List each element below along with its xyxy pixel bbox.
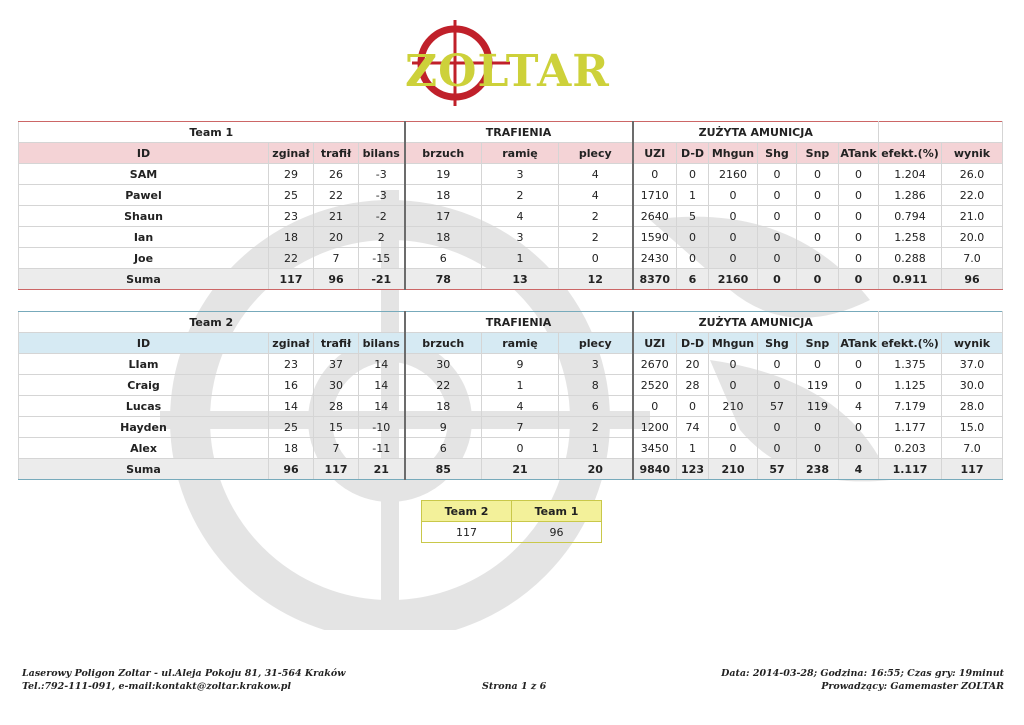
stat-cell: 18 [405, 185, 482, 206]
column-header-0: ID [19, 333, 269, 354]
column-header-6: plecy [559, 333, 633, 354]
column-header-2: trafił [314, 143, 359, 164]
stat-cell: 8 [559, 375, 633, 396]
stat-cell: 9 [482, 354, 559, 375]
sum-cell: 12 [559, 269, 633, 290]
sum-label: Suma [19, 269, 269, 290]
stat-cell: 0 [709, 185, 758, 206]
amunicja-header: ZUŻYTA AMUNICJA [633, 312, 879, 333]
stat-cell: 7.179 [879, 396, 942, 417]
trafienia-header: TRAFIENIA [405, 312, 633, 333]
stat-cell: 0 [482, 438, 559, 459]
stat-cell: -10 [359, 417, 405, 438]
stat-cell: 1 [559, 438, 633, 459]
stat-cell: 7.0 [942, 438, 1003, 459]
summary-table [421, 500, 602, 543]
stat-cell: 37 [314, 354, 359, 375]
player-row [19, 185, 1003, 206]
sum-cell: 1.117 [879, 459, 942, 480]
stat-cell: 0 [709, 438, 758, 459]
player-row [19, 354, 1003, 375]
stat-cell: 0 [633, 396, 677, 417]
player-id: Hayden [19, 417, 269, 438]
player-row [19, 417, 1003, 438]
sum-cell: 117 [314, 459, 359, 480]
stat-cell: 19 [405, 164, 482, 185]
stat-cell: 15 [314, 417, 359, 438]
stat-cell: 3 [559, 354, 633, 375]
stat-cell: 6 [405, 248, 482, 269]
stat-cell: 4 [482, 396, 559, 417]
stat-cell: 22.0 [942, 185, 1003, 206]
stat-cell: 28 [677, 375, 709, 396]
stat-cell: 0 [758, 354, 797, 375]
stat-cell: 26.0 [942, 164, 1003, 185]
stat-cell: 0 [709, 354, 758, 375]
sum-cell: 96 [314, 269, 359, 290]
player-row [19, 248, 1003, 269]
column-header-5: ramię [482, 143, 559, 164]
stat-cell: 119 [797, 375, 839, 396]
player-row [19, 396, 1003, 417]
column-header-11: Snp [797, 333, 839, 354]
stat-cell: 20.0 [942, 227, 1003, 248]
sum-cell: 57 [758, 459, 797, 480]
stat-cell: 0 [709, 375, 758, 396]
stat-cell: 28 [314, 396, 359, 417]
stat-cell: 2 [359, 227, 405, 248]
stat-cell: 25 [269, 417, 314, 438]
stat-cell: 0 [677, 227, 709, 248]
summary-value-team2: 117 [422, 522, 512, 543]
stat-cell: -11 [359, 438, 405, 459]
column-header-4: brzuch [405, 143, 482, 164]
sum-cell: 0.911 [879, 269, 942, 290]
stat-cell: 2 [482, 185, 559, 206]
stat-cell: 30.0 [942, 375, 1003, 396]
stat-cell: 0.794 [879, 206, 942, 227]
player-row [19, 164, 1003, 185]
stat-cell: 0 [839, 206, 879, 227]
summary-header-team2: Team 2 [422, 501, 512, 522]
stat-cell: 2520 [633, 375, 677, 396]
stat-cell: 1200 [633, 417, 677, 438]
stat-cell: 20 [677, 354, 709, 375]
footer-contact: Tel.:792-111-091, e-mail:kontakt@zoltar.krakow.pl [22, 681, 291, 692]
stat-cell: 1.286 [879, 185, 942, 206]
stat-cell: 0 [839, 375, 879, 396]
stat-cell: 57 [758, 396, 797, 417]
player-id: LIam [19, 354, 269, 375]
stat-cell: 15.0 [942, 417, 1003, 438]
stat-cell: 30 [405, 354, 482, 375]
stat-cell: 1.375 [879, 354, 942, 375]
column-header-13: efekt.(%) [879, 143, 942, 164]
stat-cell: 0 [758, 375, 797, 396]
stat-cell: 9 [405, 417, 482, 438]
stat-cell: 0 [633, 164, 677, 185]
column-header-7: UZI [633, 143, 677, 164]
logo-text: ZOLTAR [405, 46, 610, 97]
stat-cell: 210 [709, 396, 758, 417]
column-header-3: bilans [359, 143, 405, 164]
column-header-3: bilans [359, 333, 405, 354]
stat-cell: 37.0 [942, 354, 1003, 375]
stat-cell: 3 [482, 164, 559, 185]
stat-cell: 0 [709, 227, 758, 248]
team1-section-header [19, 122, 1003, 143]
stat-cell: 26 [314, 164, 359, 185]
sum-cell: 8370 [633, 269, 677, 290]
stat-cell: 1 [482, 375, 559, 396]
stat-cell: 14 [359, 375, 405, 396]
stat-cell: 16 [269, 375, 314, 396]
stat-cell: 7 [314, 438, 359, 459]
stat-cell: 0 [559, 248, 633, 269]
column-header-1: zginał [269, 143, 314, 164]
stat-cell: 29 [269, 164, 314, 185]
column-header-8: D-D [677, 143, 709, 164]
stat-cell: 4 [559, 185, 633, 206]
stat-cell: 7.0 [942, 248, 1003, 269]
stat-cell: 7 [314, 248, 359, 269]
sum-cell: 2160 [709, 269, 758, 290]
stat-cell: -15 [359, 248, 405, 269]
stat-cell: 0 [839, 354, 879, 375]
stat-cell: 2430 [633, 248, 677, 269]
stat-cell: 0 [797, 164, 839, 185]
sum-cell: 210 [709, 459, 758, 480]
player-id: Lucas [19, 396, 269, 417]
team2-table [18, 311, 1003, 480]
stat-cell: 20 [314, 227, 359, 248]
stat-cell: 1590 [633, 227, 677, 248]
sum-cell: 13 [482, 269, 559, 290]
player-row [19, 206, 1003, 227]
sum-cell: 6 [677, 269, 709, 290]
stat-cell: 0 [677, 164, 709, 185]
stat-cell: 0 [709, 206, 758, 227]
footer-page: Strona 1 z 6 [482, 681, 547, 692]
sum-cell: 238 [797, 459, 839, 480]
stat-cell: 5 [677, 206, 709, 227]
footer-address: Laserowy Poligon Zoltar - ul.Aleja Pokoju 81, 31-564 Kraków [22, 668, 346, 679]
sum-row [19, 269, 1003, 290]
stat-cell: 1710 [633, 185, 677, 206]
stat-cell: 3450 [633, 438, 677, 459]
sum-cell: 9840 [633, 459, 677, 480]
stat-cell: 1.258 [879, 227, 942, 248]
player-row [19, 375, 1003, 396]
team2-column-headers [19, 333, 1003, 354]
team1-title: Team 1 [19, 122, 405, 143]
stat-cell: 0 [797, 438, 839, 459]
sum-row [19, 459, 1003, 480]
sum-cell: 0 [797, 269, 839, 290]
stat-cell: -2 [359, 206, 405, 227]
stat-cell: 7 [482, 417, 559, 438]
column-header-6: plecy [559, 143, 633, 164]
trafienia-header: TRAFIENIA [405, 122, 633, 143]
sum-cell: 0 [758, 269, 797, 290]
sum-cell: 123 [677, 459, 709, 480]
stat-cell: 3 [482, 227, 559, 248]
player-id: SAM [19, 164, 269, 185]
column-header-11: Snp [797, 143, 839, 164]
stat-cell: 28.0 [942, 396, 1003, 417]
column-header-9: Mhgun [709, 333, 758, 354]
stat-cell: 2160 [709, 164, 758, 185]
player-id: Pawel [19, 185, 269, 206]
stat-cell: 18 [405, 227, 482, 248]
column-header-13: efekt.(%) [879, 333, 942, 354]
column-header-5: ramię [482, 333, 559, 354]
stat-cell: 0 [758, 206, 797, 227]
stat-cell: 0 [839, 164, 879, 185]
stat-cell: 4 [839, 396, 879, 417]
stat-cell: 2 [559, 227, 633, 248]
stat-cell: 0 [797, 185, 839, 206]
column-header-10: Shg [758, 333, 797, 354]
stat-cell: 0 [709, 417, 758, 438]
stat-cell: 0 [797, 417, 839, 438]
player-id: Ian [19, 227, 269, 248]
sum-label: Suma [19, 459, 269, 480]
stat-cell: 0 [758, 185, 797, 206]
stat-cell: 21 [314, 206, 359, 227]
team2-title: Team 2 [19, 312, 405, 333]
sum-cell: -21 [359, 269, 405, 290]
column-header-12: ATank [839, 333, 879, 354]
stat-cell: 4 [482, 206, 559, 227]
sum-cell: 85 [405, 459, 482, 480]
stat-cell: 1.125 [879, 375, 942, 396]
stat-cell: 21.0 [942, 206, 1003, 227]
stat-cell: 22 [314, 185, 359, 206]
stat-cell: 2670 [633, 354, 677, 375]
sum-cell: 21 [482, 459, 559, 480]
stat-cell: 23 [269, 354, 314, 375]
stat-cell: 1 [677, 185, 709, 206]
player-id: Shaun [19, 206, 269, 227]
stat-cell: 30 [314, 375, 359, 396]
stat-cell: 14 [359, 354, 405, 375]
zoltar-logo [400, 18, 620, 108]
column-header-1: zginał [269, 333, 314, 354]
team1-column-headers [19, 143, 1003, 164]
stat-cell: 17 [405, 206, 482, 227]
column-header-10: Shg [758, 143, 797, 164]
stat-cell: -3 [359, 185, 405, 206]
stat-cell: 0 [839, 438, 879, 459]
stat-cell: 18 [269, 438, 314, 459]
stat-cell: 0 [758, 248, 797, 269]
sum-cell: 117 [269, 269, 314, 290]
player-row [19, 438, 1003, 459]
stat-cell: 0 [758, 227, 797, 248]
stat-cell: 1 [482, 248, 559, 269]
stat-cell: 0 [797, 354, 839, 375]
stat-cell: 0 [758, 438, 797, 459]
stat-cell: 14 [359, 396, 405, 417]
column-header-12: ATank [839, 143, 879, 164]
summary-header-team1: Team 1 [512, 501, 602, 522]
footer-host: Prowadzący: Gamemaster ZOLTAR [821, 681, 1004, 692]
sum-cell: 20 [559, 459, 633, 480]
stat-cell: 0 [709, 248, 758, 269]
stat-cell: 6 [405, 438, 482, 459]
sum-cell: 21 [359, 459, 405, 480]
team2-section-header [19, 312, 1003, 333]
column-header-2: trafił [314, 333, 359, 354]
column-header-14: wynik [942, 333, 1003, 354]
sum-cell: 96 [942, 269, 1003, 290]
stat-cell: 0 [839, 417, 879, 438]
column-header-0: ID [19, 143, 269, 164]
stat-cell: 0 [797, 248, 839, 269]
column-header-9: Mhgun [709, 143, 758, 164]
stat-cell: 1.204 [879, 164, 942, 185]
player-id: Joe [19, 248, 269, 269]
sum-cell: 4 [839, 459, 879, 480]
stat-cell: 74 [677, 417, 709, 438]
amunicja-header: ZUŻYTA AMUNICJA [633, 122, 879, 143]
stat-cell: 23 [269, 206, 314, 227]
column-header-7: UZI [633, 333, 677, 354]
stat-cell: 14 [269, 396, 314, 417]
stat-cell: 0 [839, 185, 879, 206]
sum-cell: 0 [839, 269, 879, 290]
stat-cell: 1.177 [879, 417, 942, 438]
player-id: Alex [19, 438, 269, 459]
stat-cell: 2 [559, 206, 633, 227]
stat-cell: 0 [797, 206, 839, 227]
column-header-8: D-D [677, 333, 709, 354]
stat-cell: 6 [559, 396, 633, 417]
stat-cell: 4 [559, 164, 633, 185]
stat-cell: 18 [405, 396, 482, 417]
team1-table [18, 121, 1003, 290]
column-header-4: brzuch [405, 333, 482, 354]
stat-cell: 0 [839, 248, 879, 269]
stat-cell: 0 [677, 396, 709, 417]
column-header-14: wynik [942, 143, 1003, 164]
stat-cell: 22 [405, 375, 482, 396]
player-row [19, 227, 1003, 248]
stat-cell: 119 [797, 396, 839, 417]
stat-cell: 0 [677, 248, 709, 269]
stat-cell: 1 [677, 438, 709, 459]
sum-cell: 96 [269, 459, 314, 480]
stat-cell: 2640 [633, 206, 677, 227]
stat-cell: 25 [269, 185, 314, 206]
stat-cell: 0 [797, 227, 839, 248]
sum-cell: 117 [942, 459, 1003, 480]
stat-cell: -3 [359, 164, 405, 185]
stat-cell: 0 [758, 164, 797, 185]
sum-cell: 78 [405, 269, 482, 290]
stat-cell: 18 [269, 227, 314, 248]
stat-cell: 0.203 [879, 438, 942, 459]
footer-date: Data: 2014-03-28; Godzina: 16:55; Czas gry: 19minut [721, 668, 1004, 679]
summary-value-team1: 96 [512, 522, 602, 543]
stat-cell: 22 [269, 248, 314, 269]
stat-cell: 0 [839, 227, 879, 248]
player-id: Craig [19, 375, 269, 396]
stat-cell: 2 [559, 417, 633, 438]
stat-cell: 0 [758, 417, 797, 438]
stat-cell: 0.288 [879, 248, 942, 269]
